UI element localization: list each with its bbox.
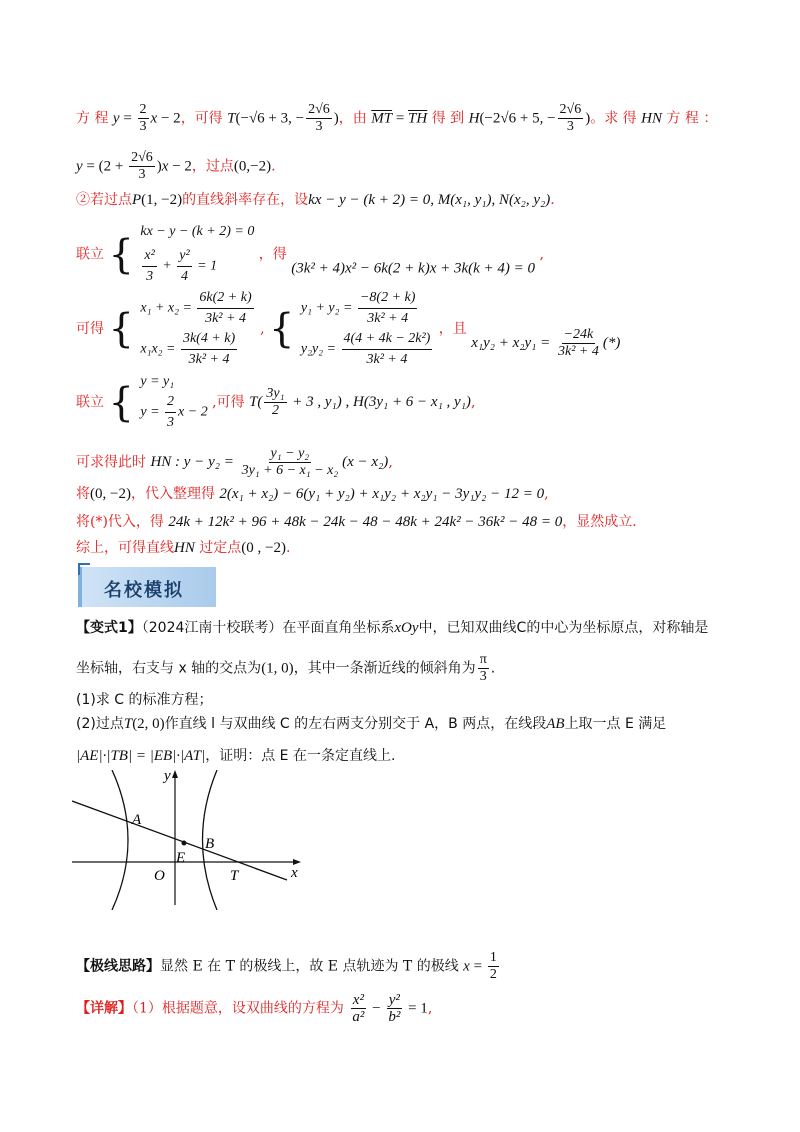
problem-text-1: 在平面直角坐标系	[282, 620, 395, 636]
text-fangcheng2: 方 程 ：	[666, 110, 718, 127]
text-qiude-cishi: 可求得此时	[76, 454, 146, 471]
hyperbola-figure	[72, 770, 312, 910]
text-case2: ②若过点	[76, 192, 132, 208]
text-guodingdian: 过定点	[199, 540, 242, 556]
system-2: 联立 { y = y₁ y = $\frac{2}{3}$ x − 2 ,可得 T( $\frac{\text{3y₁}}{2}$ + 3 , y₁) , H(3y₁ + 6 − x₁ , y₁),	[76, 374, 476, 430]
text-daiirzhengli: ，代入整理得	[130, 486, 215, 502]
question-2: (2)过点T(2, 0)作直线 l 与双曲线 C 的左右两支分别交于 A，B 两点，在线段AB上取一点 E 满足	[76, 716, 667, 732]
banner-corner-mark	[78, 563, 90, 575]
text-kede: ，可得	[180, 110, 223, 127]
label-e: E	[176, 850, 186, 866]
system-1: 联立 { kx − y − (k + 2) = 0 $\frac{\text{x²}}{3}$ + $\frac{\text{y²}}{4}$ = 1 ，得 (3k² + 4)x² − 6k(2 + k)x + 3k(k + 4) = 0 ,	[76, 224, 544, 284]
solution-line-1: 方 程 y = $\frac{2}{3}$ x − 2，可得 T(−√6 + 3, − $\frac{2√6}{3}$ )，由 $\overline{MT} = \overline{TH}$ 得 到 H(−2√6 + 5, − $\frac{2√6}{3}$ )。求 得 HN 方 程 ：	[76, 102, 718, 134]
solution-line-2: y = (2 + $\frac{2√6}{3}$ )x − 2，过点(0,−2).	[76, 150, 276, 182]
question-2-c: 上取一点 E 满足	[564, 716, 667, 732]
label-o: O	[154, 868, 165, 884]
point-e	[182, 841, 187, 846]
line-equation: kx − y − (k + 2) = 0, M(x₁, y₁), N(x₂, y₂)	[308, 192, 551, 208]
system-vieta: 可得 { x₁ + x₂ = $\frac{6k(2 + k)}{\text{3k² + 4}}$ x₁x₂ = $\frac{3k(4 + k)}{\text{3k² + 4}}$ , { y₁ + y₂ = $\frac{-8(2 + k)}{\text{3k² + 4}}$ y₂y₂ = $\frac{\text{4(4 + 4k − 2k²)}}{\text{3k² + 4}}$ ，且 x₁y₂ + x₂y₁ = $\frac{-24k}{\text{3k² + 4}}$ (*)	[76, 290, 621, 367]
hint-text: 显然 E 在 T 的极线上，故 E 点轨迹为 T 的极线	[160, 958, 459, 975]
problem-source: （2024江南十校联考）	[141, 620, 283, 636]
text-jiang-star: 将(*)代入，得	[76, 514, 164, 530]
text-you: ，由	[338, 110, 367, 127]
question-2-condition: |AE|·|TB| = |EB|·|AT|，证明：点 E 在一条定直线上.	[76, 748, 396, 764]
text-kede-3: 可得	[216, 394, 245, 411]
verify-line: 将(*)代入，得 24k + 12k² + 96 + 48k − 24k − 48 − 48k + 24k² − 36k² − 48 = 0，显然成立.	[76, 514, 637, 530]
hint-tag: 【极线思路】	[76, 958, 160, 975]
y-axis-arrow	[172, 770, 178, 778]
label-x: x	[291, 865, 298, 881]
substitute-line: 将(0, −2)，代入整理得 2(x₁ + x₂) − 6(y₁ + y₂) + x₁y₂ + x₂y₁ − 3y₁y₂ − 12 = 0,	[76, 486, 549, 502]
text-zongshang: 综上，可得直线	[76, 540, 174, 556]
text-qiude: 。求 得	[590, 110, 637, 127]
text-fangcheng: 方 程	[76, 110, 109, 127]
question-2-a: (2)过点	[76, 716, 124, 732]
text-qie: ，且	[438, 321, 467, 337]
detail-tag: 【详解】	[76, 1000, 132, 1017]
label-y: y	[164, 770, 171, 784]
hyperbola-left-branch	[112, 770, 128, 910]
section-banner	[78, 567, 216, 607]
hint-line: 【极线思路】显然 E 在 T 的极线上，故 E 点轨迹为 T 的极线 x = $\frac{1}{2}$	[76, 950, 497, 982]
question-2-d: ，证明：点 E 在一条定直线上.	[205, 748, 396, 764]
conclusion-line: 综上，可得直线HN 过定点(0 , −2).	[76, 540, 291, 556]
problem-text-1b: 中，已知双曲线C的中心为坐标原点，对称轴是	[418, 620, 709, 636]
detail-text: （1）根据题意，设双曲线的方程为	[132, 1000, 344, 1017]
point-0-neg2: (0,−2)	[233, 158, 272, 175]
problem-tag: 【变式1】	[76, 620, 142, 636]
text-jiang: 将	[76, 486, 90, 502]
text-kede-2: 可得	[76, 321, 104, 337]
text-lianli-2: 联立	[76, 394, 104, 411]
problem-text-2b: ，其中一条渐近线的倾斜角为	[293, 660, 476, 677]
label-b: B	[205, 836, 215, 852]
line-l	[72, 801, 287, 880]
text-dedao: 得 到	[431, 110, 465, 127]
text-guodian: ，过点	[191, 158, 234, 175]
text-de: ，得	[258, 246, 287, 263]
label-a: A	[132, 812, 142, 828]
solution-line-3: ②若过点P(1, −2)的直线斜率存在，设kx − y − (k + 2) = 0, M(x₁, y₁), N(x₂, y₂).	[76, 192, 555, 208]
hn-line: 可求得此时 HN : y − y₂ = $\frac{\text{y₁ − y₂}}{\text{3y₁ + 6 − x₁ − x₂}}$ (x − x₂),	[76, 446, 393, 478]
label-t: T	[230, 868, 239, 884]
banner-title: 名校模拟	[104, 580, 184, 601]
text-xianran: ，显然成立.	[562, 514, 637, 530]
detail-line: 【详解】（1）根据题意，设双曲线的方程为 $\frac{\text{x²}}{\text{a²}}$ − $\frac{\text{y²}}{\text{b²}}$ = 1,	[76, 992, 433, 1025]
problem-line-1: 【变式1】（2024江南十校联考）在平面直角坐标系xOy中，已知双曲线C的中心为坐标原点，对称轴是	[76, 620, 709, 636]
question-2-b: 作直线 l 与双曲线 C 的左右两支分别交于 A，B 两点，在线段	[164, 716, 547, 732]
question-1: (1)求 C 的标准方程；	[76, 692, 213, 708]
text-lianli: 联立	[76, 246, 104, 263]
problem-text-2: 坐标轴，右支与 x 轴的交点为	[76, 660, 262, 677]
text-slope-exists: 的直线斜率存在，设	[182, 192, 309, 208]
problem-line-2: 坐标轴，右支与 x 轴的交点为(1, 0)，其中一条渐近线的倾斜角为 $\frac{\pi}{3}$ .	[76, 652, 496, 684]
